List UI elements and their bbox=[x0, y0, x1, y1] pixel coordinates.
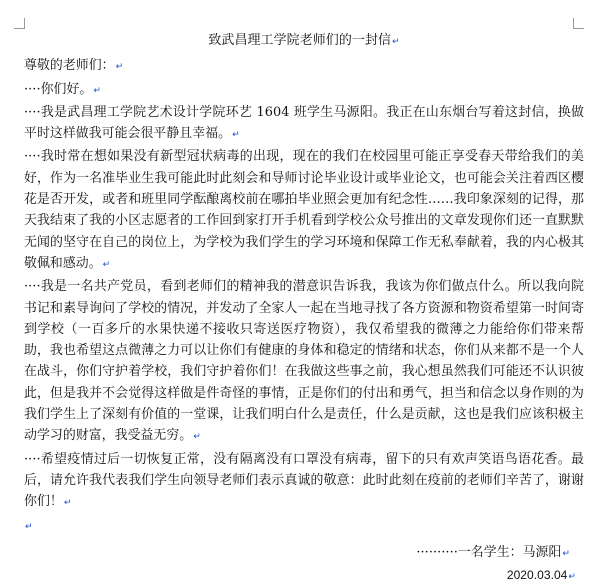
page-corner-marker-right bbox=[573, 18, 584, 29]
paragraph-mark-icon: ↵ bbox=[568, 571, 576, 582]
page-corner-marker-left bbox=[14, 18, 25, 29]
paragraph-mark-icon: ↵ bbox=[392, 37, 400, 47]
paragraph-mark-icon: ↵ bbox=[63, 498, 72, 509]
paragraph-mark-icon: ↵ bbox=[232, 130, 240, 141]
letter-paragraph: ····你们好。↵ bbox=[24, 81, 101, 97]
paragraph-mark-icon: ↵ bbox=[193, 432, 201, 443]
letter-signature: ··········一名学生：马源阳↵ bbox=[416, 544, 570, 560]
letter-paragraph: ····我是武昌理工学院艺术设计学院环艺 1604 班学生马源阳。我正在山东烟台写着这封信，换做平时这样做我可能会很平静且幸福。↵ bbox=[24, 104, 584, 142]
letter-date: 2020.03.04↵ bbox=[506, 567, 576, 582]
paragraph-mark-icon: ↵ bbox=[562, 548, 570, 559]
letter-salutation: 尊敬的老师们：↵ bbox=[24, 58, 124, 74]
paragraph-mark-icon: ↵ bbox=[102, 259, 111, 270]
paragraph-mark-icon: ↵ bbox=[93, 85, 101, 96]
letter-paragraph: ····希望疫情过后一切恢复正常，没有隔离没有口罩没有病毒，留下的只有欢声笑语鸟语花香。最后，请允许我代表我们学生向领导老师们表示真诚的敬意：此时此刻在疫前的老师们辛苦了，谢谢你们！↵ bbox=[24, 451, 584, 510]
letter-paragraph: ····我时常在想如果没有新型冠状病毒的出现，现在的我们在校园里可能正享受春天带给我们的美好，作为一名准毕业生我可能此时此刻会和导师讨论毕业设计或毕业论文，也可能会关注着西区樱花是否开发，或者和班里同学酝酿离校前在哪拍毕业照会更加有纪念性……我印象深刻的记得，那天我结束了我的小区志愿者的工作回到家打开手机看到学校公众号推出的文章发现你们还一直默默无闻的坚守在自己的岗位上，为学校为我们学生的学习环境和保障工作无私奉献着，我的内心极其敬佩和感动。↵ bbox=[24, 149, 584, 271]
paragraph-mark-icon: ↵ bbox=[115, 62, 124, 73]
letter-paragraph: ····我是一名共产党员，看到老师们的精神我的潜意识告诉我，我该为你们做点什么。所以我向院书记和素导询问了学校的情况，并发动了全家人一起在当地寻找了各方资源和物资希望第一时间寄到学校（一百多斤的水果快递不接收只寄送医疗物资），我仅希望我的微薄之力能给你们带来帮助，我也希望这点微薄之力可以让你们有健康的身体和稳定的情绪和状态，你们从来都不是一个人在战斗，你们守护着学校，我们守护着你们！在我做这些事之前，我心想虽然我们可能还不认识彼此，但是我并不会觉得这样做是件奇怪的事情，正是你们的付出和勇气，担当和信念以身作则的为我们学生上了深刻有价值的一堂课，让我们明白什么是责任，什么是贡献，这也是我们应该积极主动学习的财富，我受益无穷。↵ bbox=[24, 279, 584, 444]
empty-paragraph bbox=[24, 515, 584, 536]
paragraph-mark-icon: ↵ bbox=[25, 521, 33, 532]
document-body[interactable] bbox=[24, 30, 584, 588]
letter-title: 致武昌理工学院老师们的一封信↵ bbox=[208, 33, 400, 48]
